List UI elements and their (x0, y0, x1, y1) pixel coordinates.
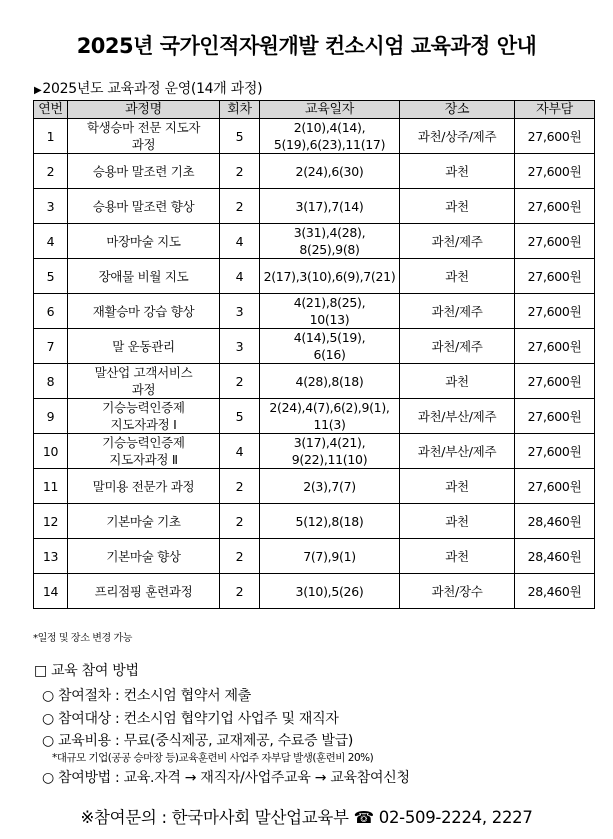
cell-no: 4 (34, 224, 68, 259)
cell-course-name (68, 539, 220, 574)
cell-dates (260, 399, 400, 434)
cell-sessions: 3 (220, 329, 260, 364)
cell-dates-line: 7(7),9(1) (303, 548, 356, 564)
cell-dates-line: 2(24),4(7),6(2),9(1), (269, 400, 390, 415)
cell-course-name-line: 프리점핑 훈련과정 (94, 583, 193, 599)
cell-course-name-line: 과정 (131, 382, 156, 397)
cell-course-name (68, 434, 220, 469)
cell-dates (260, 294, 400, 329)
cell-dates-line: 2(17),3(10),6(9),7(21) (263, 268, 396, 284)
cell-no: 13 (34, 539, 68, 574)
circle-bullet-icon: ○ (42, 770, 54, 786)
header-course-name: 과정명 (68, 101, 220, 119)
table-row (34, 364, 595, 399)
cell-dates (260, 434, 400, 469)
cell-no: 11 (34, 469, 68, 504)
cell-fee: 27,600원 (515, 399, 595, 434)
cell-place: 과천/상주/제주 (400, 119, 515, 154)
cell-no: 10 (34, 434, 68, 469)
cell-place: 과천 (400, 539, 515, 574)
cell-sessions: 2 (220, 469, 260, 504)
info-method (42, 767, 410, 787)
cell-course-name (68, 329, 220, 364)
cell-course-name-line: 기승능력인증제 (102, 435, 185, 450)
header-no: 연번 (34, 101, 68, 119)
cell-fee: 27,600원 (515, 154, 595, 189)
page-title: 2025년 국가인적자원개발 컨소시엄 교육과정 안내 (76, 34, 537, 58)
cell-course-name-line: 장애물 비월 지도 (98, 268, 189, 284)
cell-course-name-line: 재활승마 강습 향상 (92, 303, 195, 319)
table-row (34, 119, 595, 154)
cell-place: 과천/제주 (400, 329, 515, 364)
cell-dates-line: 8(25),9(8) (299, 242, 360, 257)
cell-dates-line: 9(22),11(10) (291, 452, 368, 467)
cell-sessions: 3 (220, 294, 260, 329)
cell-dates (260, 189, 400, 224)
cell-dates-line: 2(10),4(14), (293, 120, 366, 135)
cell-course-name (68, 224, 220, 259)
cell-dates (260, 119, 400, 154)
cell-fee: 27,600원 (515, 189, 595, 224)
cell-course-name (68, 294, 220, 329)
cell-course-name (68, 469, 220, 504)
cell-sessions: 2 (220, 539, 260, 574)
header-sessions: 회차 (220, 101, 260, 119)
cell-dates-line: 5(12),8(18) (295, 513, 364, 529)
table-row (34, 399, 595, 434)
cell-no: 12 (34, 504, 68, 539)
cell-fee: 27,600원 (515, 329, 595, 364)
cell-course-name (68, 504, 220, 539)
circle-bullet-icon: ○ (42, 688, 54, 704)
cell-sessions: 2 (220, 154, 260, 189)
cell-fee: 27,600원 (515, 224, 595, 259)
cell-no: 8 (34, 364, 68, 399)
info-text: 참여절차 : 컨소시엄 협약서 제출 (58, 688, 251, 704)
cell-course-name (68, 399, 220, 434)
cell-dates-line: 3(31),4(28), (293, 225, 366, 240)
cell-sessions: 4 (220, 434, 260, 469)
cell-dates-line: 4(21),8(25), (293, 295, 366, 310)
cell-dates-line: 3(10),5(26) (295, 583, 364, 599)
subtitle-text: 2025년도 교육과정 운영(14개 과정) (42, 81, 263, 97)
table-subtitle (34, 78, 262, 98)
cell-sessions: 4 (220, 224, 260, 259)
info-text: 교육비용 : 무료(중식제공, 교재제공, 수료증 발급) (58, 733, 354, 749)
cell-place: 과천/장수 (400, 574, 515, 609)
info-text: 참여방법 : 교육.자격 → 재직자/사업주교육 → 교육참여신청 (58, 770, 410, 786)
cell-dates (260, 574, 400, 609)
cell-place: 과천/부산/제주 (400, 399, 515, 434)
cell-place: 과천 (400, 154, 515, 189)
cell-no: 1 (34, 119, 68, 154)
cell-dates (260, 469, 400, 504)
cell-dates-line: 11(3) (313, 417, 346, 432)
cell-fee: 27,600원 (515, 434, 595, 469)
cell-course-name (68, 259, 220, 294)
cell-fee: 27,600원 (515, 469, 595, 504)
cell-fee: 27,600원 (515, 259, 595, 294)
cell-place: 과천/부산/제주 (400, 434, 515, 469)
cell-dates-line: 5(19),6(23),11(17) (273, 137, 386, 152)
table-row (34, 504, 595, 539)
cell-course-name-line: 과정 (131, 137, 156, 152)
header-fee: 자부담 (515, 101, 595, 119)
cell-dates-line: 2(24),6(30) (295, 163, 364, 179)
cell-dates-line: 6(16) (313, 347, 346, 362)
cell-course-name (68, 364, 220, 399)
schedule-change-note: *일정 및 장소 변경 가능 (33, 633, 133, 644)
cell-no: 2 (34, 154, 68, 189)
cell-dates (260, 329, 400, 364)
table-row (34, 189, 595, 224)
cell-sessions: 5 (220, 119, 260, 154)
cell-place: 과천 (400, 259, 515, 294)
cell-dates-line: 4(14),5(19), (293, 330, 366, 345)
info-target (42, 708, 339, 728)
triangle-bullet-icon: ▶ (34, 85, 42, 96)
cell-course-name-line: 기본마술 향상 (106, 548, 181, 564)
table-row (34, 294, 595, 329)
cell-course-name-line: 승용마 말조련 향상 (92, 198, 195, 214)
table-row (34, 539, 595, 574)
cell-sessions: 5 (220, 399, 260, 434)
cell-fee: 27,600원 (515, 294, 595, 329)
cell-sessions: 4 (220, 259, 260, 294)
header-dates: 교육일자 (260, 101, 400, 119)
table-row (34, 259, 595, 294)
cell-place: 과천 (400, 504, 515, 539)
info-procedure (42, 685, 251, 705)
cell-dates-line: 2(3),7(7) (303, 478, 356, 494)
cell-no: 7 (34, 329, 68, 364)
section-heading: □ 교육 참여 방법 (34, 663, 139, 679)
circle-bullet-icon: ○ (42, 711, 54, 727)
cell-course-name-line: 지도자과정 Ⅱ (109, 452, 178, 467)
course-table (33, 100, 595, 609)
cell-sessions: 2 (220, 189, 260, 224)
cell-course-name-line: 학생승마 전문 지도자 (86, 120, 201, 135)
cell-place: 과천 (400, 469, 515, 504)
cell-sessions: 2 (220, 574, 260, 609)
cell-dates (260, 224, 400, 259)
cell-course-name-line: 말미용 전문가 과정 (92, 478, 195, 494)
cell-course-name (68, 154, 220, 189)
cell-dates-line: 3(17),7(14) (295, 198, 364, 214)
table-row (34, 154, 595, 189)
info-text: 참여대상 : 컨소시엄 협약기업 사업주 및 재직자 (58, 711, 339, 727)
cell-place: 과천 (400, 364, 515, 399)
cell-course-name-line: 말 운동관리 (112, 338, 175, 354)
cell-course-name-line: 마장마술 지도 (106, 233, 181, 249)
cell-sessions: 2 (220, 504, 260, 539)
cell-dates (260, 504, 400, 539)
cost-footnote: *대규모 기업(공공 승마장 등)교육훈련비 사업주 자부담 발생(훈련비 20%) (52, 752, 374, 764)
table-row (34, 469, 595, 504)
table-row (34, 329, 595, 364)
cell-course-name (68, 119, 220, 154)
cell-course-name-line: 말산업 고객서비스 (94, 365, 193, 380)
cell-no: 9 (34, 399, 68, 434)
cell-dates-line: 10(13) (309, 312, 350, 327)
table-row (34, 224, 595, 259)
cell-dates-line: 4(28),8(18) (295, 373, 364, 389)
cell-dates (260, 259, 400, 294)
cell-dates-line: 3(17),4(21), (293, 435, 366, 450)
cell-place: 과천 (400, 189, 515, 224)
cell-fee: 27,600원 (515, 119, 595, 154)
cell-fee: 28,460원 (515, 504, 595, 539)
contact-info: ※참여문의 : 한국마사회 말산업교육부 ☎ 02-509-2224, 2227 (80, 808, 533, 827)
cell-place: 과천/제주 (400, 224, 515, 259)
cell-dates (260, 364, 400, 399)
cell-course-name (68, 189, 220, 224)
table-header-row (34, 101, 595, 119)
cell-dates (260, 539, 400, 574)
cell-place: 과천/제주 (400, 294, 515, 329)
table-row (34, 574, 595, 609)
info-cost (42, 730, 353, 750)
cell-course-name-line: 기본마술 기초 (106, 513, 181, 529)
cell-no: 6 (34, 294, 68, 329)
cell-no: 3 (34, 189, 68, 224)
circle-bullet-icon: ○ (42, 733, 54, 749)
header-place: 장소 (400, 101, 515, 119)
table-row (34, 434, 595, 469)
cell-sessions: 2 (220, 364, 260, 399)
cell-fee: 28,460원 (515, 574, 595, 609)
cell-fee: 27,600원 (515, 364, 595, 399)
course-table-body (34, 119, 595, 609)
cell-no: 5 (34, 259, 68, 294)
cell-dates (260, 154, 400, 189)
cell-no: 14 (34, 574, 68, 609)
cell-course-name-line: 지도자과정 Ⅰ (110, 417, 177, 432)
cell-course-name (68, 574, 220, 609)
cell-fee: 28,460원 (515, 539, 595, 574)
cell-course-name-line: 승용마 말조련 기초 (92, 163, 195, 179)
cell-course-name-line: 기승능력인증제 (102, 400, 185, 415)
